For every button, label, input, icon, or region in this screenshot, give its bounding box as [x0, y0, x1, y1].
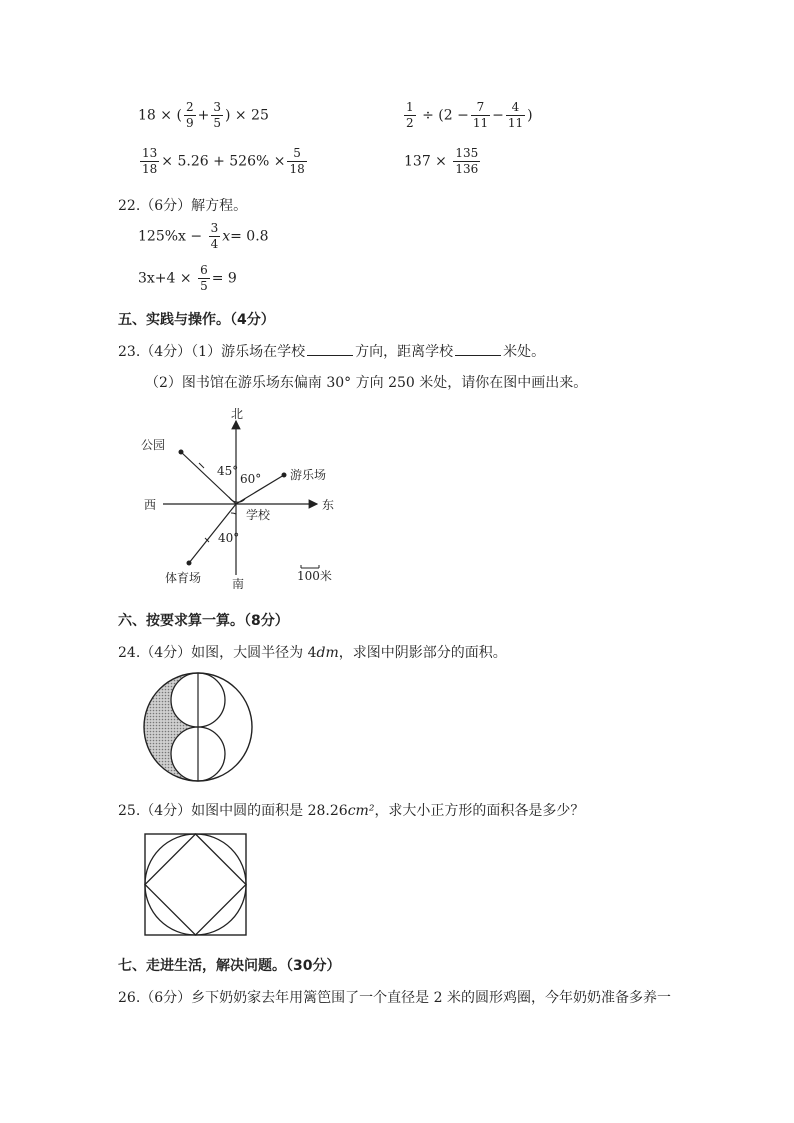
line-to-park [181, 452, 239, 504]
fraction: $\frac{6}{5}$ [200, 263, 208, 293]
equation-1: 125%x − $\frac{3}{4}$ x= 0.8 [138, 221, 269, 251]
label-school: 学校 [246, 508, 271, 522]
expr-4: 137 × $\frac{135}{136}$ [404, 146, 479, 176]
label-east: 东 [322, 498, 335, 512]
section-5-heading: 五、实践与操作。（4分） [118, 312, 275, 328]
fraction: $\frac{7}{11}$ [472, 100, 489, 130]
expr-1: 18 × ( $\frac{2}{9}$ + $\frac{3}{5}$ ) × 25 [138, 100, 269, 130]
angle-arc-lower [231, 513, 236, 514]
equation-2: 3x+4 × $\frac{6}{5}$ = 9 [138, 263, 237, 293]
inscribed-circle [145, 834, 246, 935]
amusement-dot [282, 473, 287, 478]
shaded-region [144, 673, 198, 781]
section-6-heading: 六、按要求算一算。（8分） [118, 613, 289, 629]
label-angle-45: 45° [217, 464, 239, 478]
label-stadium: 体育场 [165, 571, 202, 585]
tick-mark [199, 463, 204, 468]
section-7-heading: 七、走进生活，解决问题。（30分） [118, 958, 341, 974]
park-dot [179, 450, 184, 455]
q24-circle-figure [140, 670, 260, 785]
label-west: 西 [144, 498, 157, 512]
fraction: $\frac{13}{18}$ [142, 146, 158, 176]
fraction: $\frac{3}{5}$ [213, 100, 221, 130]
q26-text: 26.（6分）乡下奶奶家去年用篱笆围了一个直径是 2 米的圆形鸡圈，今年奶奶准备多养一 [118, 990, 671, 1006]
label-angle-40: 40° [218, 531, 240, 545]
answer-blank-distance[interactable] [455, 343, 501, 356]
answer-blank-direction[interactable] [307, 343, 353, 356]
fraction: $\frac{3}{4}$ [210, 221, 219, 251]
q25-square-figure [143, 832, 249, 938]
q23-part2: （2）图书馆在游乐场东偏南 30° 方向 250 米处，请你在图中画出来。 [145, 375, 588, 391]
fraction: $\frac{2}{9}$ [185, 100, 194, 130]
stadium-dot [187, 561, 192, 566]
fraction: $\frac{135}{136}$ [455, 146, 479, 176]
expr-2: $\frac{1}{2}$ ÷ (2 − $\frac{7}{11}$ − $\frac{4}{11}$ ) [406, 100, 533, 130]
label-angle-60: 60° [240, 472, 262, 486]
q23-part1: 23.（4分）（1）游乐场在学校 方向，距离学校 米处。 [118, 344, 546, 360]
q24-text: 24.（4分）如图，大圆半径为 4dm，求图中阴影部分的面积。 [118, 645, 507, 661]
fraction: $\frac{5}{18}$ [289, 146, 305, 176]
compass-diagram [135, 405, 355, 595]
q22-title: 22.（6分）解方程。 [118, 198, 248, 214]
label-amusement: 游乐场 [290, 468, 327, 482]
q25-text: 25.（4分）如图中圆的面积是 28.26cm²，求大小正方形的面积各是多少？ [118, 803, 585, 819]
label-north: 北 [231, 407, 244, 421]
fraction: $\frac{1}{2}$ [406, 100, 414, 130]
label-south: 南 [232, 577, 245, 591]
fraction: $\frac{4}{11}$ [507, 100, 524, 130]
label-park: 公园 [141, 438, 166, 452]
label-scale: 100米 [297, 569, 332, 583]
expr-3: $\frac{13}{18}$ × 5.26 + 526% × $\frac{5}{18}$ [142, 146, 305, 176]
